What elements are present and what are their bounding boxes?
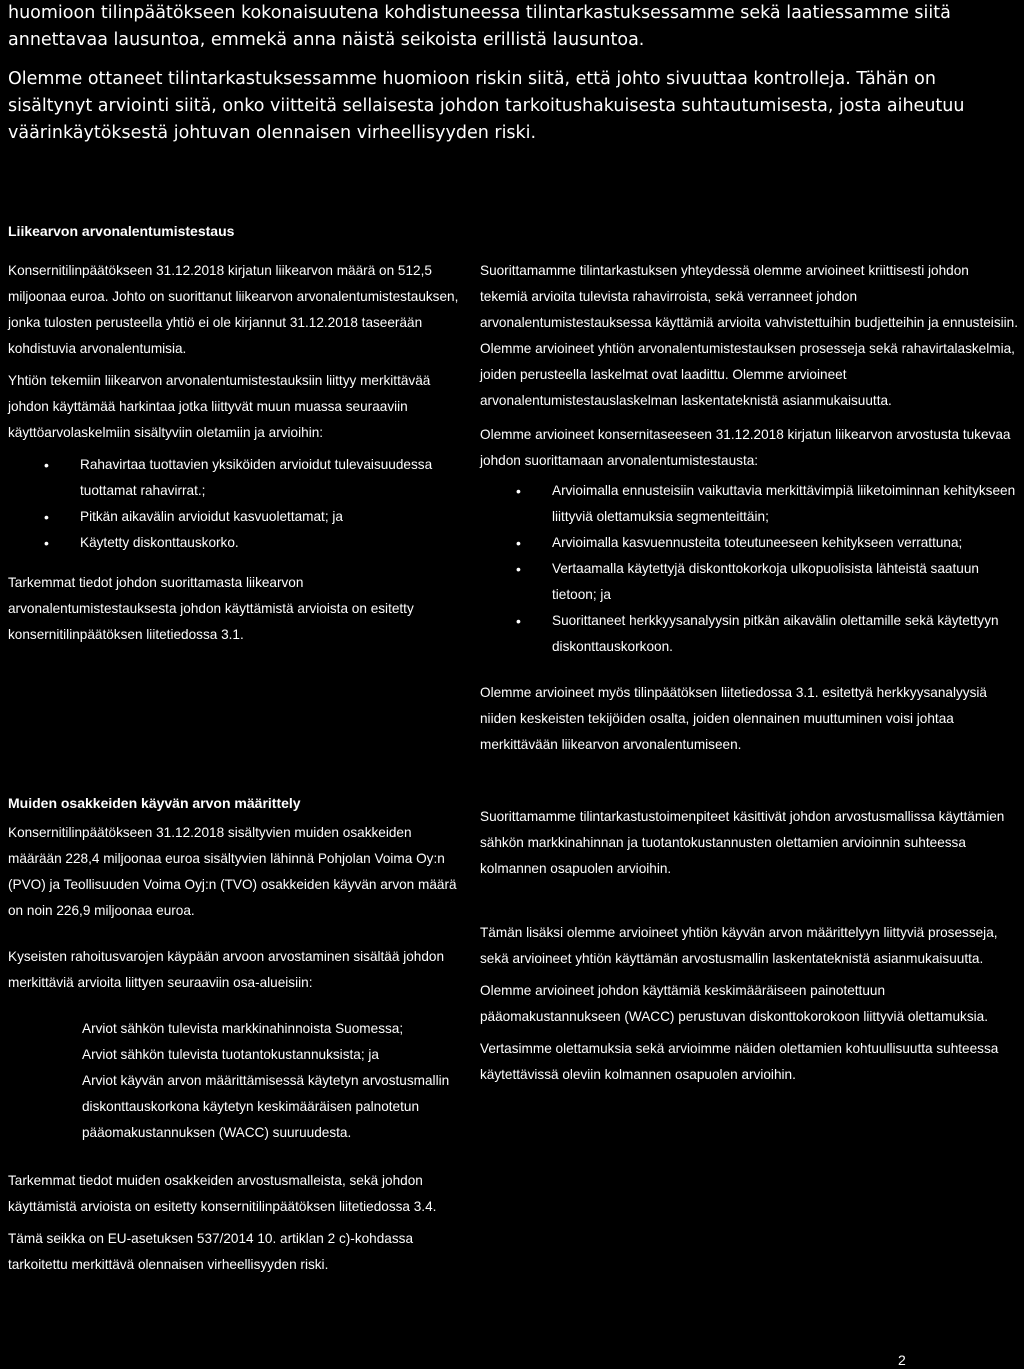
list-item: • Arvioimalla ennusteisiin vaikuttavia merkittävimpiä liiketoiminnan kehitykseen liittyviä olettamuksia segmenteittäin; xyxy=(516,478,1020,530)
goodwill-left-p2: Yhtiön tekemiin liikearvon arvonalentumistestauksiin liittyy merkittävää johdon käyttämää harkintaa jotka liittyvät muun muassa seuraaviin käyttöarvolaskelmiin sisältyviin oletamiin ja arvioihin: xyxy=(8,373,431,440)
fairvalue-left-p3: Tarkemmat tiedot muiden osakkeiden arvostusmalleista, sekä johdon käyttämistä arvioista on esitetty konsernitilinpäätöksen liitetiedossa 3.4. xyxy=(8,1173,437,1214)
list-item: • Arvioimalla kasvuennusteita toteutuneeseen kehitykseen verrattuna; xyxy=(516,530,1020,556)
page-number: 2 xyxy=(898,1352,906,1368)
fairvalue-right-p4: Vertasimme olettamuksia sekä arvioimme näiden olettamien kohtuullisuutta suhteessa käytettävissä oleviin kolmannen osapuolen arvioihin. xyxy=(480,1041,999,1082)
list-item: • Vertaamalla käytettyjä diskonttokorkoja ulkopuolisista lähteistä saatuun tietoon; ja xyxy=(516,556,1020,608)
list-item: • Käytetty diskonttauskorko. xyxy=(44,530,468,556)
goodwill-left-p3: Tarkemmat tiedot johdon suorittamasta liikearvon arvonalentumistestauksesta johdon käyttämistä arvioista on esitetty konsernitilinpäätöksen liitetiedossa 3.1. xyxy=(8,575,414,642)
fairvalue-right-p3: Olemme arvioineet johdon käyttämiä keskimääräiseen painotettuun pääomakustannukseen (WACC) perustuvan diskonttokorokoon liittyviä olettamuksia. xyxy=(480,983,988,1024)
goodwill-right-p1: Suorittamamme tilintarkastuksen yhteydessä olemme arvioineet kriittisesti johdon tekemiä arvioita tulevista rahavirroista, sekä verranneet johdon arvonalentumistestauksessa käyttämiä arvioita vahvistettuihin budjetteihin ja ennusteisiin. Olemme arvioineet yhtiön arvonalentumistestauksen prosesseja sekä rahavirtalaskelmia, joiden perusteella laskelmat ovat laadittu. Olemme arvioineet arvonalentumistestauslaskelman laskentateknistä asianmukaisuutta. xyxy=(480,263,1019,408)
list-item: Arviot sähkön tulevista tuotantokustannuksista; ja xyxy=(82,1047,379,1062)
goodwill-right-bullets xyxy=(516,478,1020,660)
list-item: Arviot sähkön tulevista markkinahinnoista Suomessa; xyxy=(82,1021,404,1036)
list-item: • Suorittaneet herkkyysanalyysin pitkän aikavälin olettamille sekä käytettyyn diskonttauskorkoon. xyxy=(516,608,1020,660)
fairvalue-right-column xyxy=(480,804,1020,1088)
list-item: Arviot käyvän arvon määrittämisessä käytetyn arvostusmallin diskonttauskorkona käytetyn keskimääräisen palnotetun pääomakustannuksen (WACC) suuruudesta. xyxy=(82,1073,450,1140)
fairvalue-right-p1: Suorittamamme tilintarkastustoimenpiteet käsittivät johdon arvostusmallissa käyttämien sähkön markkinahinnan ja tuotantokustannusten olettamien arvioinnin suhteessa kolmannen osapuolen arvioihin. xyxy=(480,809,1005,876)
goodwill-right-p3: Olemme arvioineet myös tilinpäätöksen liitetiedossa 3.1. esitettyä herkkyysanalyysiä niiden keskeisten tekijöiden osalta, joiden olennainen muuttuminen voisi johtaa merkittävään liikearvon arvonalentumiseen. xyxy=(480,685,987,752)
goodwill-left-p1: Konsernitilinpäätökseen 31.12.2018 kirjatun liikearvon määrä on 512,5 miljoonaa euroa. Johto on suorittanut liikearvon arvonalentumistestauksen, jonka tulosten perusteella yhtiö ei ole kirjannut 31.12.2018 taseerään kohdistuvia arvonalentumisia. xyxy=(8,263,459,356)
fairvalue-left-p1: Konsernitilinpäätökseen 31.12.2018 sisältyvien muiden osakkeiden määrään 228,4 miljoonaa euroa sisältyvien lähinnä Pohjolan Voima Oy:n (PVO) ja Teollisuuden Voima Oyj:n (TVO) osakkeiden käyvän arvon määrä on noin 226,9 miljoonaa euroa. xyxy=(8,825,457,918)
goodwill-heading-block xyxy=(8,218,468,244)
goodwill-right-p2: Olemme arvioineet konsernitaseeseen 31.12.2018 kirjatun liikearvon arvostusta tukevaa johdon suorittamaan arvonalentumistestausta: xyxy=(480,427,1011,468)
fairvalue-heading: Muiden osakkeiden käyvän arvon määrittely xyxy=(8,795,301,811)
intro-section xyxy=(8,0,1013,147)
fairvalue-right-p2: Tämän lisäksi olemme arvioineet yhtiön käyvän arvon määrittelyyn liittyviä prosesseja, sekä arvioineet yhtiön käyttämän arvostusmallin laskentateknistä asianmukaisuutta. xyxy=(480,925,998,966)
goodwill-left-column xyxy=(8,258,468,648)
goodwill-left-bullets xyxy=(44,452,468,556)
fairvalue-left-p2: Kyseisten rahoitusvarojen käypään arvoon arvostaminen sisältää johdon merkittäviä arvioita liittyen seuraaviin osa-alueisiin: xyxy=(8,949,445,990)
goodwill-heading: Liikearvon arvonalentumistestaus xyxy=(8,223,235,239)
fairvalue-left-items xyxy=(8,1016,468,1146)
goodwill-right-column xyxy=(480,258,1020,758)
fairvalue-left-p4: Tämä seikka on EU-asetuksen 537/2014 10. artiklan 2 c)-kohdassa tarkoitettu merkittävä olennaisen virheellisyyden riski. xyxy=(8,1231,414,1272)
list-item: • Pitkän aikavälin arvioidut kasvuolettamat; ja xyxy=(44,504,468,530)
fairvalue-left-column xyxy=(8,790,468,1278)
list-item: • Rahavirtaa tuottavien yksiköiden arvioidut tulevaisuudessa tuottamat rahavirrat.; xyxy=(44,452,468,504)
intro-paragraph-2: Olemme ottaneet tilintarkastuksessamme huomioon riskin siitä, että johto sivuuttaa kontrolleja. Tähän on sisältynyt arviointi siitä, onko viitteitä sellaisesta johdon tarkoitushakuisesta suhtautumisesta, josta aiheutuu väärinkäytöksestä johtuvan olennaisen virheellisyyden riski. xyxy=(8,69,965,143)
intro-paragraph-1: huomioon tilinpäätökseen kokonaisuutena kohdistuneessa tilintarkastuksessamme sekä laatiessamme siitä annettavaa lausuntoa, emmekä anna näistä seikoista erillistä lausuntoa. xyxy=(8,3,951,50)
